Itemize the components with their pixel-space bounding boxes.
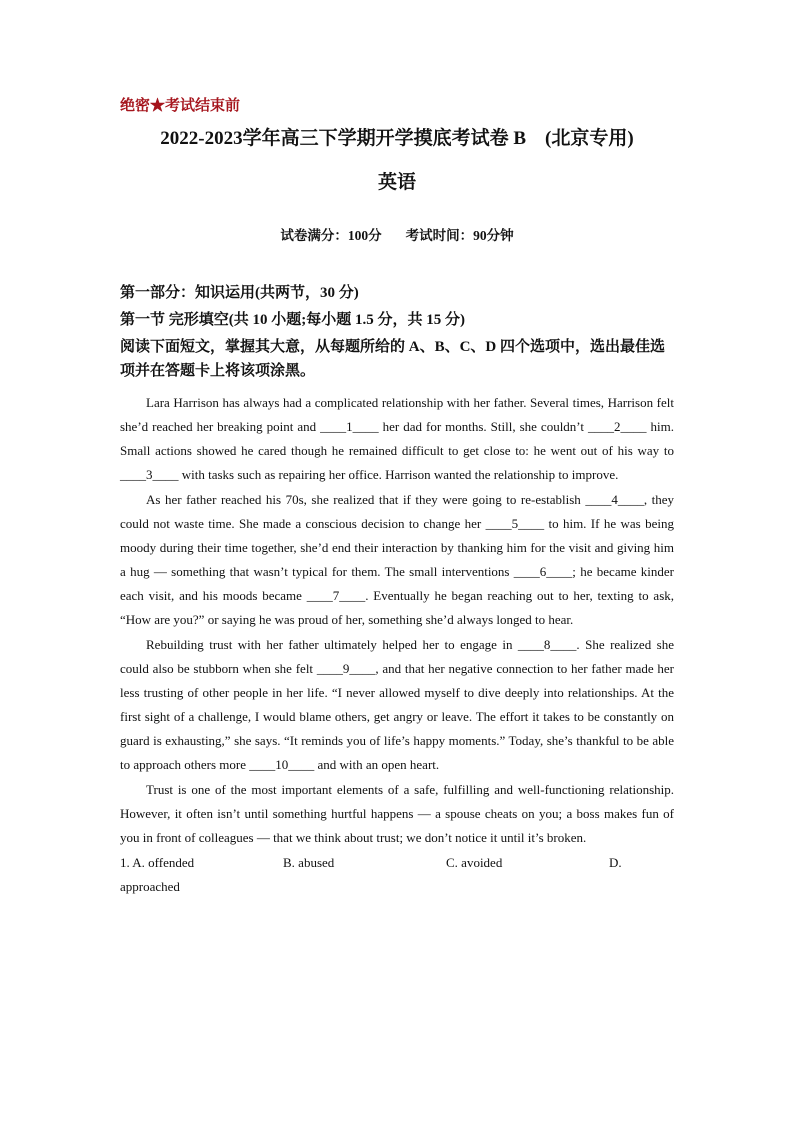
instruction-text: 阅读下面短文，掌握其大意，从每题所给的 A、B、C、D 四个选项中，选出最佳选项并在答题卡上将该项涂黑。 <box>120 339 666 379</box>
passage-paragraph: Rebuilding trust with her father ultimately helped her to engage in ____8____. She realized she could also be stubborn when she felt ____9____, and that her negative connection to her father made her less trusting of other people in her life. “I never allowed myself to dive deeply into relationships. At the first sight of a challenge, I would blame others, get angry or leave. The effort it takes to be constantly on guard is exhausting,” she says. “It reminds you of life’s happy moments.” Today, she’s thankful to be able to approach others more ____10____ and with an open heart. <box>120 637 674 772</box>
option-c[interactable]: C. avoided <box>446 855 503 870</box>
passage-paragraph: Lara Harrison has always had a complicated relationship with her father. Several times, Harrison felt she’d reached her breaking point and ____1____ her dad for months. Still, she couldn’t ____2____ him. Small actions showed he cared though he remained difficult to get close to: he went out of his way to ____3____ with tasks such as repairing her office. Harrison wanted the relationship to improve. <box>120 395 674 482</box>
exam-meta <box>120 226 674 246</box>
option-b[interactable]: B. abused <box>283 855 335 870</box>
question-1-options <box>120 851 674 875</box>
option-d[interactable]: D. <box>609 855 622 870</box>
confidential-label: 绝密★考试结束前 <box>120 98 241 114</box>
part-heading: 第一部分：知识运用(共两节，30 分) <box>120 285 359 301</box>
exam-time: 考试时间：90分钟 <box>405 228 514 243</box>
exam-title: 2022-2023学年高三下学期开学摸底考试卷 B (北京专用) <box>160 128 634 149</box>
passage-paragraph: Trust is one of the most important elements of a safe, fulfilling and well-functioning relationship. However, it often isn’t until something hurtful happens — a spouse cheats on you; a boss makes fun of you in front of colleagues — that we think about trust; we don’t notice it until it’s broken. <box>120 782 674 845</box>
option-a[interactable]: 1. A. offended <box>120 855 195 870</box>
subject-title: 英语 <box>377 172 416 193</box>
full-score: 试卷满分：100分 <box>280 228 382 243</box>
option-d-text[interactable]: approached <box>120 879 180 894</box>
passage-paragraph: As her father reached his 70s, she realized that if they were going to re-establish ____4____, they could not waste time. She made a conscious decision to change her ____5____ to him. If he was being moody during their time together, she’d end their interaction by thanking him for the visit and giving him a hug — something that wasn’t typical for them. The small interventions ____6____; he became kinder each visit, and his moods became ____7____. Eventually he began reaching out to her, texting to ask, “How are you?” or saying he was proud of her, something she’d always longed to hear. <box>120 492 674 627</box>
section-heading: 第一节 完形填空(共 10 小题;每小题 1.5 分，共 15 分) <box>120 312 465 328</box>
cloze-passage <box>120 391 674 850</box>
